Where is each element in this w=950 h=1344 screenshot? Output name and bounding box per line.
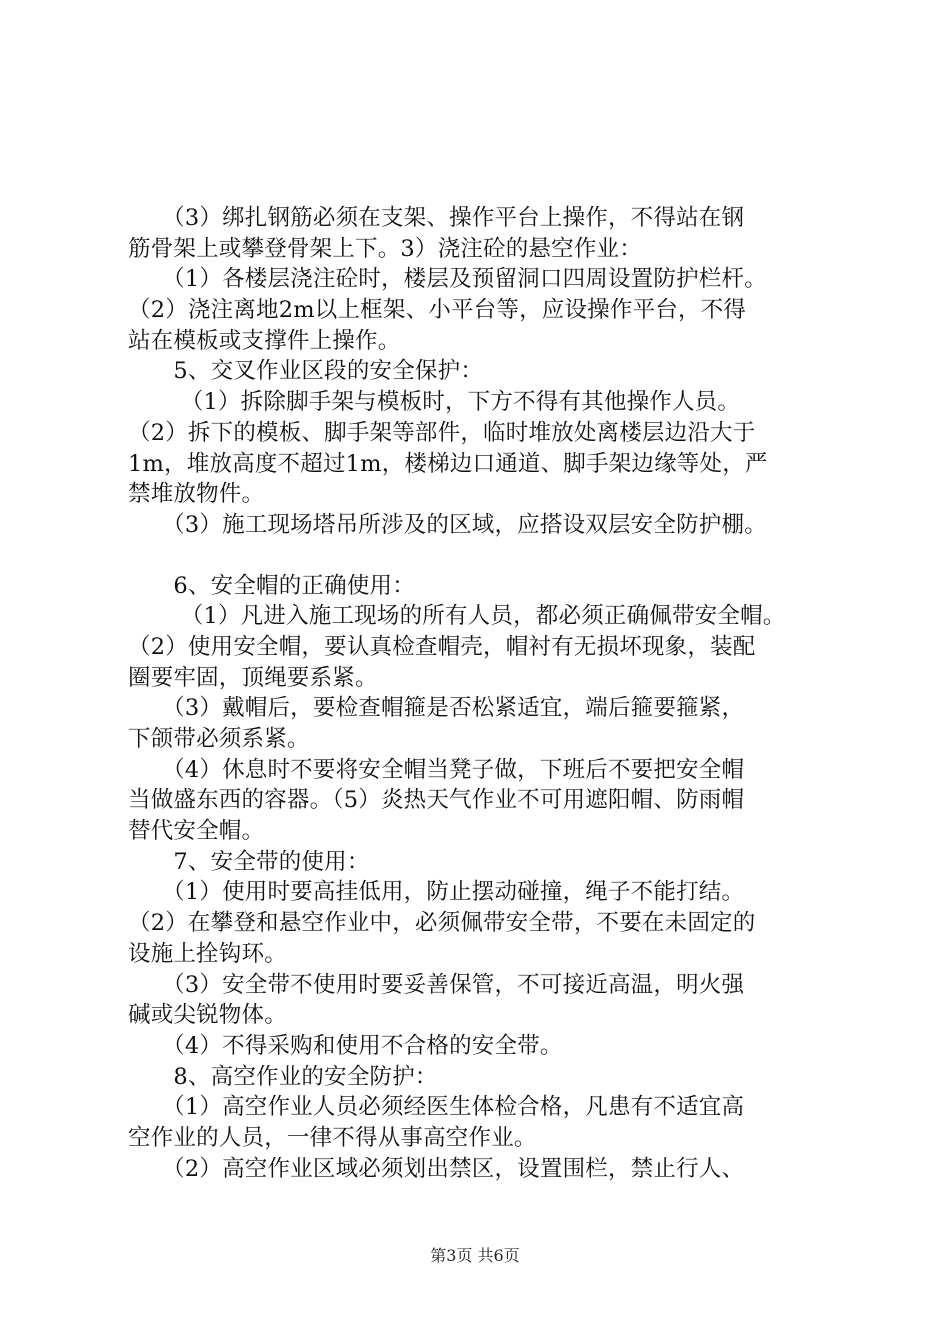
document-body: [128, 203, 858, 1184]
body-line: 空作业的人员，一律不得从事高空作业。: [128, 1124, 537, 1151]
body-line: 禁堆放物件。: [128, 481, 265, 508]
section-heading: 8、高空作业的安全防护：: [128, 1063, 438, 1090]
body-line: （4）休息时不要将安全帽当凳子做，下班后不要把安全帽: [128, 756, 745, 783]
body-line: （3）施工现场塔吊所涉及的区域，应搭设双层安全防护棚。: [128, 511, 767, 538]
body-line: （3）安全带不使用时要妥善保管，不可接近高温，明火强: [128, 971, 745, 998]
body-line: （2）使用安全帽，要认真检查帽壳，帽衬有无损坏现象，装配: [128, 633, 756, 660]
body-line: （1）各楼层浇注砼时，楼层及预留洞口四周设置防护栏杆。: [128, 266, 767, 293]
section-heading: 5、交叉作业区段的安全保护：: [128, 358, 484, 385]
body-line: 筋骨架上或攀登骨架上下。3）浇注砼的悬空作业：: [128, 235, 642, 262]
body-line: 1m，堆放高度不超过1m，楼梯边口通道、脚手架边缘等处，严: [128, 450, 768, 477]
body-line: （2）高空作业区域必须划出禁区，设置围栏，禁止行人、: [128, 1155, 745, 1182]
body-line: 碱或尖锐物体。: [128, 1002, 287, 1029]
body-line: （2）拆下的模板、脚手架等部件，临时堆放处离楼层边沿大于: [128, 419, 756, 446]
body-line: （3）绑扎钢筋必须在支架、操作平台上操作，不得站在钢: [128, 205, 745, 231]
body-line: （1）拆除脚手架与模板时，下方不得有其他操作人员。: [128, 389, 741, 416]
body-line: （4）不得采购和使用不合格的安全带。: [128, 1032, 563, 1059]
body-line: （1）高空作业人员必须经医生体检合格，凡患有不适宜高: [128, 1094, 745, 1121]
body-line: 当做盛东西的容器。（5）炎热天气作业不可用遮阳帽、防雨帽: [128, 787, 745, 814]
body-line: （2）在攀登和悬空作业中，必须佩带安全带，不要在未固定的: [128, 910, 756, 937]
body-line: （1）使用时要高挂低用，防止摆动碰撞，绳子不能打结。: [128, 879, 745, 906]
page-number-footer: 第3页 共6页: [430, 1246, 520, 1265]
blank-line: [128, 541, 858, 571]
body-line: 下颌带必须系紧。: [128, 726, 310, 752]
section-heading: 6、安全帽的正确使用：: [128, 572, 415, 599]
section-heading: 7、安全带的使用：: [128, 848, 370, 875]
body-line: 站在模板或支撑件上操作。: [128, 327, 401, 354]
body-line: （3）戴帽后，要检查帽箍是否松紧适宜，端后箍要箍紧，: [128, 695, 745, 722]
body-line: 圈要牢固，顶绳要系紧。: [128, 664, 378, 691]
body-line: 替代安全帽。: [128, 818, 265, 845]
body-line: （1）凡进入施工现场的所有人员，都必须正确佩带安全帽。: [128, 603, 786, 630]
body-line: 设施上拴钩环。: [128, 940, 287, 967]
body-line: （2）浇注离地2m以上框架、小平台等，应设操作平台，不得: [128, 297, 747, 324]
